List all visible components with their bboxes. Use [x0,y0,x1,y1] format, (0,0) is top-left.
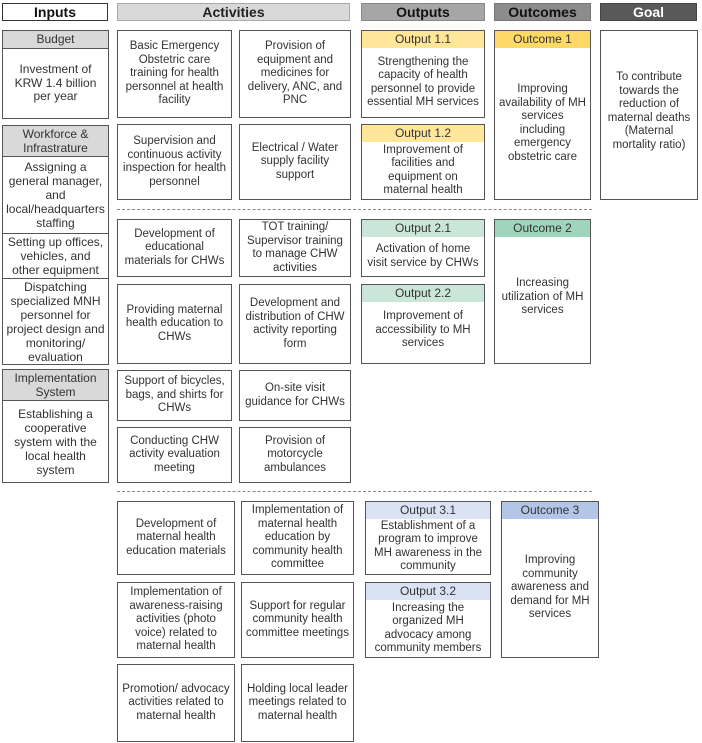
separator-2 [117,491,592,492]
outcome-3 [501,501,599,658]
outcome-1-text: Improving availability of MH services including emergency obstetric care [499,83,586,163]
header-activities: Activities [117,3,350,21]
output-3-1-label: Output 3.1 [366,502,490,519]
output-3-2-text: Increasing the organized MH advocacy among community members [374,601,482,654]
activity-1-4: Electrical / Water supply facility support [239,124,351,200]
output-2-2-label: Output 2.2 [362,285,484,302]
output-3-2-label: Output 3.2 [366,583,490,600]
output-2-1 [361,219,485,277]
activity-2-8: Provision of motorcycle ambulances [239,427,351,483]
goal [600,30,698,200]
input-budget-text: Investment of KRW 1.4 billion per year [14,62,97,104]
input-implementation [2,369,109,483]
input-workforce-item-3: Dispatching specialized MNH personnel for project design and monitoring/ evaluation [6,279,105,364]
outcome-1 [494,30,591,200]
activity-2-7: Conducting CHW activity evaluation meeting [117,427,232,483]
output-2-2-text: Improvement of accessibility to MH services [375,310,471,349]
activity-3-5: Promotion/ advocacy activities related to maternal health [117,664,235,742]
input-workforce-item-2: Setting up offices, vehicles, and other equipment [7,235,104,277]
output-1-1-label: Output 1.1 [362,31,484,48]
activity-2-1: Development of educational materials for CHWs [117,219,232,277]
output-1-1-text: Strengthening the capacity of health personnel to provide essential MH services [367,55,479,108]
header-inputs: Inputs [2,3,108,21]
activity-2-5: Support of bicycles, bags, and shirts for CHWs [117,370,232,421]
output-3-2 [365,582,491,658]
activity-2-2: TOT training/ Supervisor training to manage CHW activities [239,219,351,277]
outcome-2-label: Outcome 2 [495,220,590,237]
output-2-1-label: Output 2.1 [362,220,484,237]
input-workforce-item-1: Assigning a general manager, and local/headquarters staffing [6,160,105,230]
separator-1 [117,209,592,210]
output-1-2-text: Improvement of facilities and equipment on maternal health [383,143,463,196]
output-3-1-text: Establishment of a program to improve MH awareness in the community [373,519,483,572]
output-2-2 [361,284,485,364]
outcome-3-text: Improving community awareness and demand for MH services [510,554,590,621]
activity-2-3: Providing maternal health education to CHWs [117,284,232,364]
output-1-1 [361,30,485,118]
activity-2-4: Development and distribution of CHW activity reporting form [239,284,351,364]
input-budget-label: Budget [3,31,108,49]
activity-3-2: Implementation of maternal health education by community health committee [241,501,354,575]
activity-3-3: Implementation of awareness-raising activities (photo voice) related to maternal health [117,582,235,658]
input-workforce-label: Workforce & Infrastrature [3,126,108,157]
activity-1-2: Provision of equipment and medicines for delivery, ANC, and PNC [239,30,351,118]
goal-text: To contribute towards the reduction of maternal deaths (Maternal mortality ratio) [607,71,691,151]
output-1-2 [361,124,485,200]
header-outputs: Outputs [361,3,485,21]
activity-1-1: Basic Emergency Obstetric care training for health personnel at health facility [117,30,232,118]
activity-2-6: On-site visit guidance for CHWs [239,370,351,421]
input-budget [2,30,109,119]
outcome-1-label: Outcome 1 [495,31,590,48]
activity-3-4: Support for regular community health committee meetings [241,582,354,658]
activity-3-6: Holding local leader meetings related to maternal health [241,664,354,742]
activity-1-3: Supervision and continuous activity inspection for health personnel [117,124,232,200]
outcome-3-label: Outcome 3 [502,502,598,519]
outcome-2-text: Increasing utilization of MH services [501,277,584,316]
header-goal: Goal [600,3,697,21]
output-1-2-label: Output 1.2 [362,125,484,142]
header-outcomes: Outcomes [494,3,591,21]
input-implementation-text: Establishing a cooperative system with the local health system [14,406,97,477]
input-implementation-label: Implementation System [3,370,108,401]
input-workforce [2,125,109,365]
output-2-1-text: Activation of home visit service by CHWs [367,243,479,269]
activity-3-1: Development of maternal health education materials [117,501,235,575]
outcome-2 [494,219,591,364]
output-3-1 [365,501,491,575]
